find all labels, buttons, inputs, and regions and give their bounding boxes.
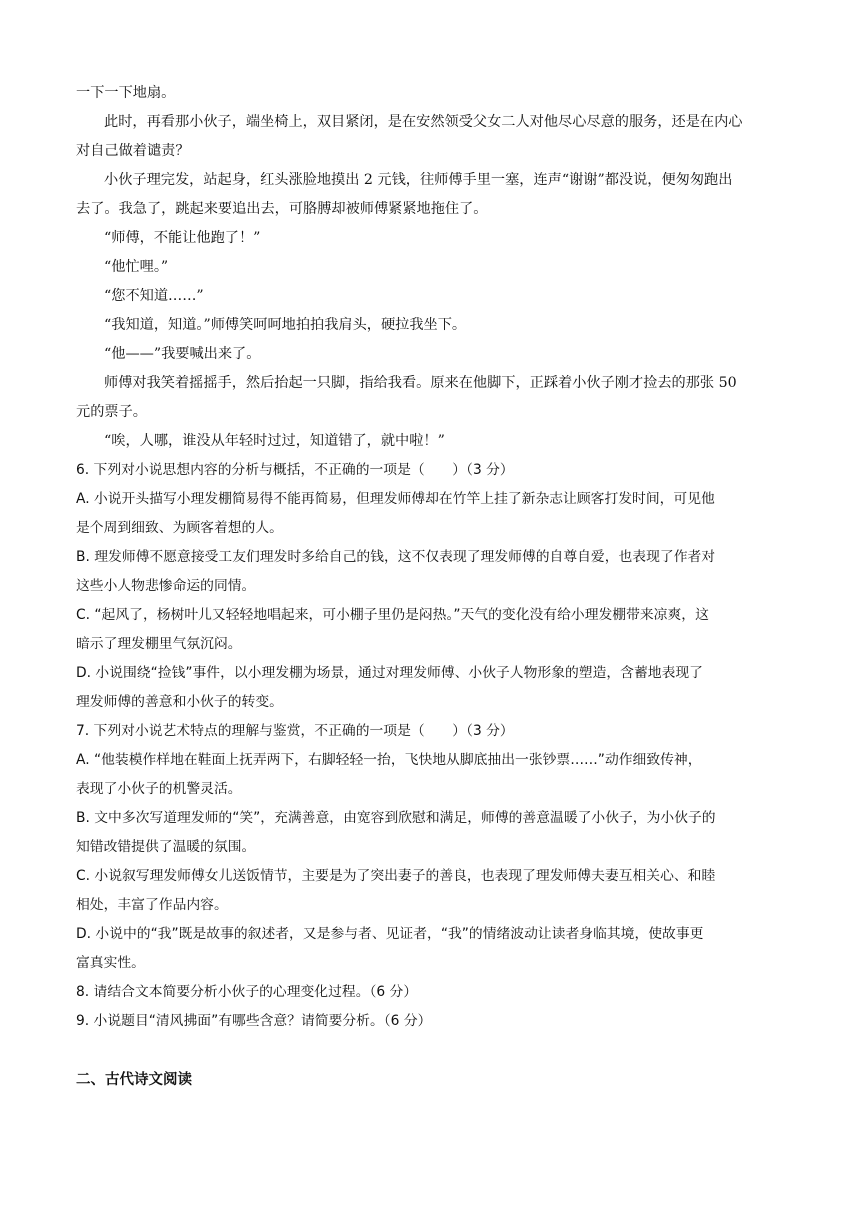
question-6-option-c: 暗示了理发棚里气氛沉闷。 <box>76 636 242 652</box>
story-line: 去了。我急了，跳起来要追出去，可胳膊却被师傅紧紧地拖住了。 <box>76 201 488 217</box>
question-7-option-a: 表现了小伙子的机警灵活。 <box>76 781 242 797</box>
story-line: 师傅对我笑着摇摇手，然后抬起一只脚，指给我看。原来在他脚下，正踩着小伙子刚才捡去的那张 50 <box>104 375 737 391</box>
question-6-option-b: B. 理发师傅不愿意接受工友们理发时多给自己的钱，这不仅表现了理发师傅的自尊自爱，也表现了作者对 <box>76 549 716 565</box>
question-6-option-a: 是个周到细致、为顾客着想的人。 <box>76 520 283 536</box>
story-line: 一下一下地扇。 <box>76 85 176 101</box>
story-line: “他忙哩。” <box>104 259 169 275</box>
question-6-stem: 6. 下列对小说思想内容的分析与概括，不正确的一项是（ ）（3 分） <box>76 462 514 478</box>
question-6-option-a: A. 小说开头描写小理发棚简易得不能再简易，但理发师傅却在竹竿上挂了新杂志让顾客打发时间，可见他 <box>76 491 715 507</box>
question-7-option-b: B. 文中多次写道理发师的“笑”，充满善意，由宽容到欣慰和满足，师傅的善意温暖了小伙子，为小伙子的 <box>76 810 716 826</box>
question-9: 9. 小说题目“清风拂面”有哪些含意？请简要分析。（6 分） <box>76 1013 432 1029</box>
story-line: 元的票子。 <box>76 404 147 420</box>
section-heading: 二、古代诗文阅读 <box>76 1072 192 1088</box>
question-7-option-d: D. 小说中的“我”既是故事的叙述者，又是参与者、见证者，“我”的情绪波动让读者身临其境，使故事更 <box>76 926 704 942</box>
story-line: 对自己做着谴责？ <box>76 143 190 159</box>
question-7-stem: 7. 下列对小说艺术特点的理解与鉴赏，不正确的一项是（ ）（3 分） <box>76 723 514 739</box>
story-line: “唉，人哪，谁没从年轻时过过，知道错了，就中啦！” <box>104 433 445 449</box>
question-7-option-c: C. 小说叙写理发师傅女儿送饭情节，主要是为了突出妻子的善良，也表现了理发师傅夫妻互相关心、和睦 <box>76 868 716 884</box>
question-7-option-d: 富真实性。 <box>76 955 145 971</box>
question-6-option-b: 这些小人物悲惨命运的同情。 <box>76 578 256 594</box>
story-line: 此时，再看那小伙子，端坐椅上，双目紧闭，是在安然领受父女二人对他尽心尽意的服务，还是在内心 <box>104 114 743 130</box>
story-line: “师傅，不能让他跑了！” <box>104 230 261 246</box>
question-7-option-b: 知错改错提供了温暖的氛围。 <box>76 839 256 855</box>
question-7-option-c: 相处，丰富了作品内容。 <box>76 897 228 913</box>
story-line: “他——”我要喊出来了。 <box>104 346 261 362</box>
question-6-option-d: D. 小说围绕“捡钱”事件，以小理发棚为场景，通过对理发师傅、小伙子人物形象的塑造，含蓄地表现了 <box>76 665 703 681</box>
question-8: 8. 请结合文本简要分析小伙子的心理变化过程。（6 分） <box>76 984 418 1000</box>
story-line: “我知道，知道。”师傅笑呵呵地拍拍我肩头，硬拉我坐下。 <box>104 317 467 333</box>
question-6-option-c: C. “起风了，杨树叶儿又轻轻地唱起来，可小棚子里仍是闷热。”天气的变化没有给小理发棚带来凉爽，这 <box>76 607 709 623</box>
story-line: 小伙子理完发，站起身，红头涨脸地摸出 2 元钱，往师傅手里一塞，连声“谢谢”都没说，便匆匆跑出 <box>104 172 733 188</box>
story-line: “您不知道……” <box>104 288 204 304</box>
question-7-option-a: A. “他装模作样地在鞋面上抚弄两下，右脚轻轻一抬，飞快地从脚底抽出一张钞票……”动作细致传神， <box>76 752 702 768</box>
question-6-option-d: 理发师傅的善意和小伙子的转变。 <box>76 694 283 710</box>
